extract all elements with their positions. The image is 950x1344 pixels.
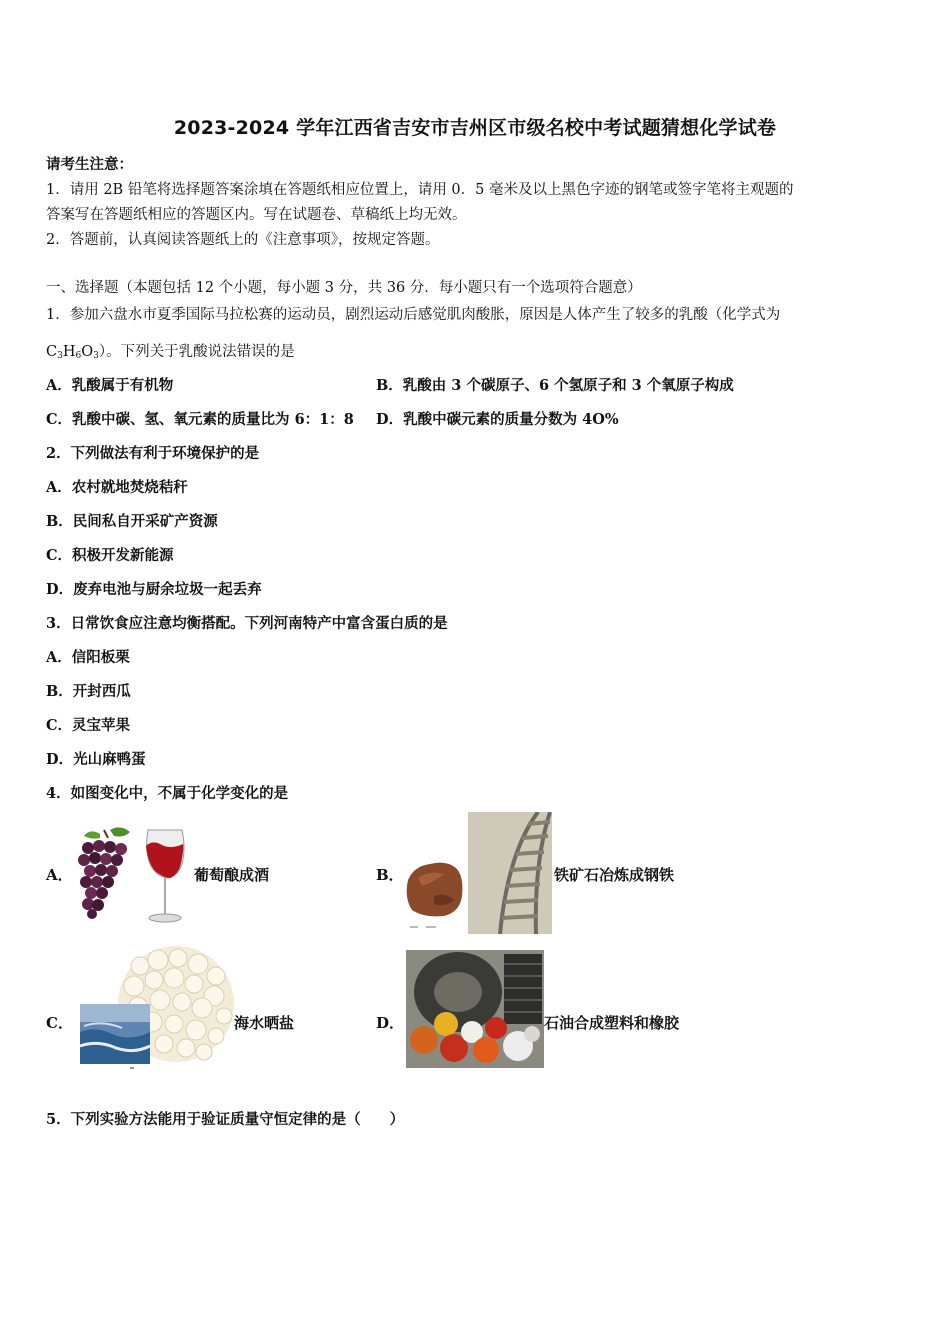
page-title: 2023-2024 学年江西省吉安市吉州区市级名校中考试题猜想化学试卷	[173, 117, 777, 139]
q1-option-d: D．乳酸中碳元素的质量分数为 4O%	[376, 411, 619, 428]
sea-salt-image	[78, 946, 234, 1070]
q1-option-c: C．乳酸中碳、氢、氧元素的质量比为 6：1：8	[46, 411, 354, 428]
notice-item-1-cont: 答案写在答题纸相应的答题区内。写在试题卷、草稿纸上均无效。	[46, 207, 467, 223]
notice-item-1: 1．请用 2B 铅笔将选择题答案涂填在答题纸相应位置上，请用 0．5 毫米及以上黑色字迹的钢笔或签字笔将主观题的	[46, 182, 794, 198]
q5-stem: 5．下列实验方法能用于验证质量守恒定律的是（ ）	[46, 1111, 405, 1128]
ore-railway-image	[404, 812, 552, 934]
railway-track	[468, 812, 552, 934]
q4-option-c-caption: 海水晒盐	[234, 1014, 295, 1032]
q3-option-b: B．开封西瓜	[46, 683, 131, 700]
q1-stem-cont: $C_3H_6O_3$）。下列关于乳酸说法错误的是	[46, 344, 295, 361]
q2-option-b: B．民间私自开采矿产资源	[46, 513, 218, 530]
q4-option-d-caption: 石油合成塑料和橡胶	[544, 1014, 680, 1032]
q1-option-b: B．乳酸由 3 个碳原子、6 个氢原子和 3 个氧原子构成	[376, 377, 734, 394]
tires	[414, 952, 542, 1032]
q2-option-d: D．废弃电池与厨余垃圾一起丢弃	[46, 581, 262, 598]
q4-option-d-letter: D．	[376, 1014, 405, 1032]
q3-option-a: A．信阳板栗	[46, 649, 130, 666]
iron-ore	[407, 863, 463, 917]
q3-option-c: C．灵宝苹果	[46, 717, 131, 734]
q4-option-b-letter: B．	[376, 866, 404, 884]
q3-stem: 3．日常饮食应注意均衡搭配。下列河南特产中富含蛋白质的是	[46, 615, 448, 632]
grape-bunch	[78, 827, 130, 919]
q3-option-d: D．光山麻鸭蛋	[46, 751, 146, 768]
q1-formula: $C_3H_6O_3$	[46, 344, 99, 361]
q4-option-a-letter: A．	[46, 866, 73, 884]
q2-stem: 2．下列做法有利于环境保护的是	[46, 445, 260, 462]
q1-stem: 1．参加六盘水市夏季国际马拉松赛的运动员，剧烈运动后感觉肌肉酸胀，原因是人体产生了较多的乳酸（化学式为	[46, 307, 781, 323]
sea-photo	[80, 1004, 150, 1064]
q2-option-c: C．积极开发新能源	[46, 547, 174, 564]
q4-stem: 4．如图变化中，不属于化学变化的是	[46, 785, 289, 802]
notice-heading: 请考生注意：	[46, 156, 133, 173]
q1-option-a: A．乳酸属于有机物	[46, 377, 174, 394]
grapes-wine-image	[74, 824, 190, 926]
notice-item-2: 2．答题前，认真阅读答题纸上的《注意事项》，按规定答题。	[46, 232, 440, 248]
q2-option-a: A．农村就地焚烧秸秆	[46, 479, 188, 496]
section-heading: 一、选择题（本题包括 12 个小题，每小题 3 分，共 36 分．每小题只有一个选项符合题意）	[46, 280, 642, 296]
q4-option-a-caption: 葡萄酿成酒	[194, 866, 270, 884]
wine-glass	[146, 830, 184, 922]
q4-option-b-caption: 铁矿石冶炼成钢铁	[554, 866, 675, 884]
q4-option-c-letter: C．	[46, 1014, 73, 1032]
plastic-rubber-image	[406, 950, 544, 1068]
